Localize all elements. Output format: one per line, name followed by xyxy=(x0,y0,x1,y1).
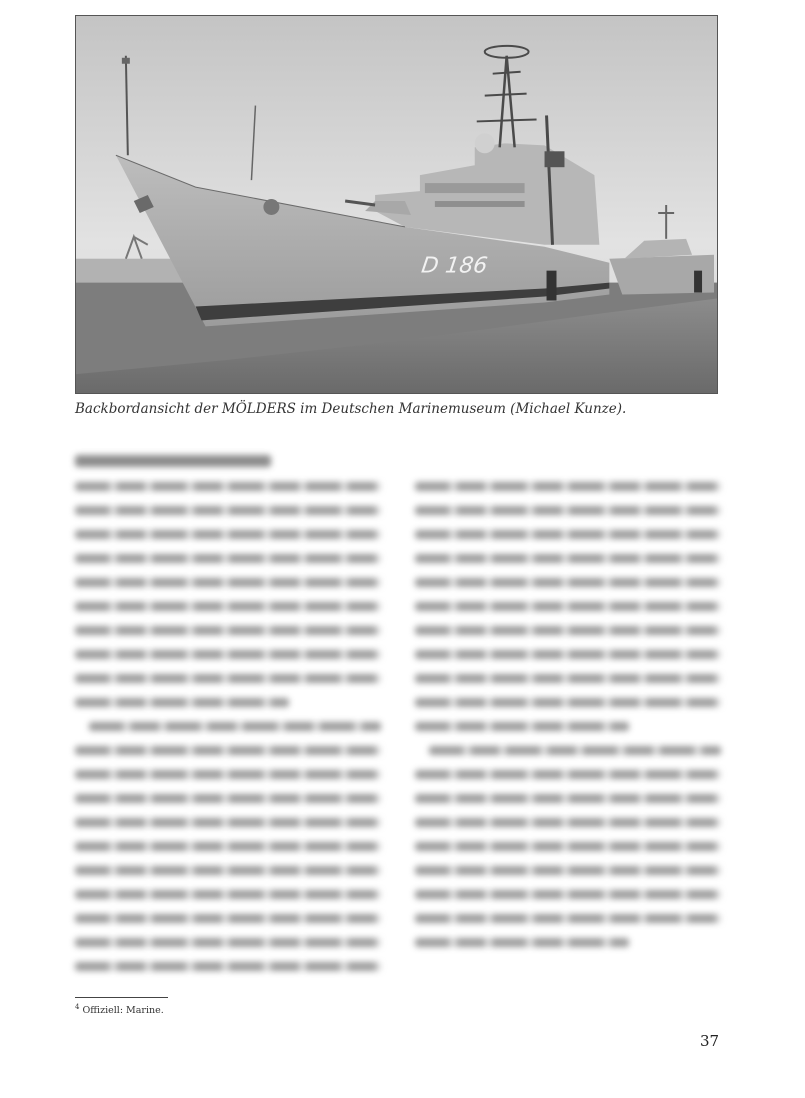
ship-photo xyxy=(75,15,718,394)
footnote-rule xyxy=(75,997,168,998)
footnote-text: Offiziell: Marine. xyxy=(82,1005,164,1017)
blurred-text-column-left xyxy=(75,455,381,977)
footnote-marker: 4 xyxy=(75,1003,80,1011)
radome xyxy=(475,133,495,153)
destroyer-illustration xyxy=(76,16,717,393)
blurred-text-column-right xyxy=(415,482,721,977)
figure-caption: Backbordansicht der MÖLDERS im Deutschen Marinemuseum (Michael Kunze). xyxy=(75,401,627,417)
distant-shore xyxy=(76,259,186,283)
ship-badge xyxy=(263,199,279,215)
hull-number: D 186 xyxy=(419,253,490,279)
footnote xyxy=(75,1003,164,1016)
page-number: 37 xyxy=(700,1032,720,1050)
